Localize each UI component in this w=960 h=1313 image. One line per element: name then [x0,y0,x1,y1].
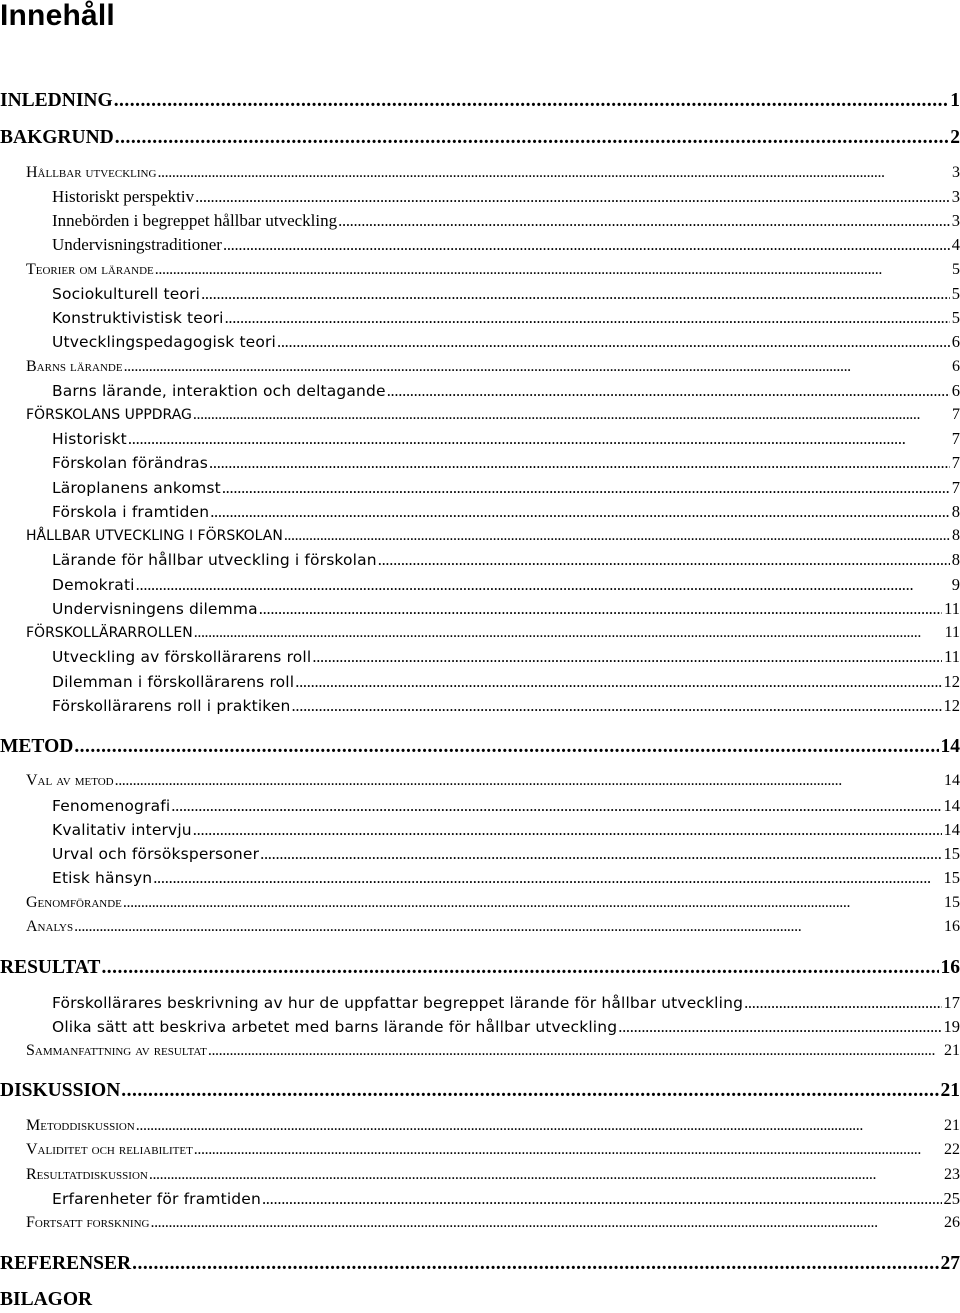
toc-entry-title: Undervisningens dilemma [52,598,258,620]
toc-entry[interactable] [26,916,960,938]
toc-entry-title: Teorier om lärande [26,259,154,281]
toc-page-number: 5 [952,259,960,281]
toc-entry-title: Utveckling av förskollärarens roll [52,646,311,668]
toc-entry-title: BILAGOR [0,1287,92,1313]
toc-entry[interactable] [52,671,960,693]
toc-entry-title: Demokrati [52,574,135,596]
toc-leader [744,992,941,1014]
toc-page-number: 8 [952,549,960,571]
toc-entry[interactable] [52,283,960,305]
toc-entry-title: Hållbar utveckling [26,162,156,184]
toc-page-number: 3 [952,210,960,232]
toc-leader [338,210,950,232]
toc-entry[interactable] [0,1078,960,1104]
toc-page-number: 6 [952,331,960,353]
toc-entry[interactable] [52,819,960,841]
toc-entry-title: Sammanfattning av resultat [26,1040,207,1062]
toc-leader [128,428,950,450]
toc-entry[interactable] [52,574,960,596]
toc-entry[interactable] [26,1139,960,1161]
toc-entry-title: Urval och försökspersoner [52,843,259,865]
toc-entry[interactable] [52,1188,960,1210]
toc-entry[interactable] [26,770,960,792]
toc-page-number: 14 [944,770,960,792]
toc-page-number: 21 [941,1078,960,1104]
toc-entry[interactable] [52,695,960,717]
toc-page-number: 3 [952,162,960,184]
toc-entry[interactable] [52,501,960,523]
toc-leader [312,646,942,668]
toc-entry-title: REFERENSER [0,1251,131,1277]
toc-entry-title: Erfarenheter för framtiden [52,1188,261,1210]
toc-entry[interactable] [26,1164,960,1186]
toc-page-number: 17 [944,992,960,1014]
toc-entry-title: Förskola i framtiden [52,501,209,523]
toc-entry[interactable] [0,125,960,151]
toc-entry[interactable] [52,186,960,208]
toc-entry-title: Barns lärande, interaktion och deltagande [52,380,386,402]
toc-leader [260,843,941,865]
toc-page-number: 5 [952,307,960,329]
toc-leader [115,770,942,792]
toc-page-number: 7 [952,428,960,450]
toc-leader [101,955,938,981]
toc-leader [194,622,943,644]
toc-entry[interactable] [52,477,960,499]
toc-page-number: 15 [944,892,960,914]
toc-entry[interactable] [52,452,960,474]
toc-entry[interactable] [26,1212,960,1234]
toc-entry[interactable] [26,1115,960,1137]
toc-page-number: 11 [944,646,960,668]
toc-leader [277,331,950,353]
toc-page-number: 23 [944,1164,960,1186]
toc-leader [136,1115,942,1137]
toc-page-number: 14 [944,819,960,841]
toc-entry[interactable] [52,843,960,865]
toc-entry[interactable] [26,404,960,426]
toc-entry[interactable] [52,210,960,232]
toc-page-number: 21 [944,1115,960,1137]
toc-leader [132,1251,938,1277]
toc-leader [121,1078,938,1104]
toc-page-number: 3 [952,186,960,208]
toc-entry[interactable] [52,428,960,450]
toc-leader [210,501,950,523]
toc-entry-title: Kvalitativ intervju [52,819,192,841]
toc-leader [292,695,942,717]
toc-entry[interactable] [26,1040,960,1062]
toc-entry-title: Analys [26,916,73,938]
toc-entry[interactable] [52,598,960,620]
toc-entry-title: Innebörden i begreppet hållbar utveckling [52,210,337,232]
toc-entry-title: Historiskt [52,428,127,450]
toc-entry-title: Förskollärares beskrivning av hur de uppfattar begreppet lärande för hållbar utveckling [52,992,743,1014]
toc-page-number: 8 [952,501,960,523]
toc-entry-title: RESULTAT [0,955,100,981]
toc-entry[interactable] [52,795,960,817]
toc-leader [194,1139,942,1161]
toc-leader [149,1164,942,1186]
toc-entry-title: Utvecklingspedagogisk teori [52,331,276,353]
toc-page-number: 9 [952,574,960,596]
toc-entry[interactable] [26,162,960,184]
toc-entry[interactable] [52,646,960,668]
toc-entry-title: Metoddiskussion [26,1115,135,1137]
toc-entry[interactable] [52,331,960,353]
toc-entry[interactable] [26,356,960,378]
toc-leader [259,598,942,620]
toc-leader [157,162,950,184]
toc-page-number: 8 [952,525,960,547]
toc-entry-title: INLEDNING [0,88,113,114]
toc-entry[interactable] [52,307,960,329]
toc-entry-title: Läroplanens ankomst [52,477,221,499]
toc-entry[interactable] [0,734,960,760]
toc-leader [284,525,950,547]
toc-page-number: 11 [944,598,960,620]
toc-entry[interactable] [0,1287,92,1313]
toc-page-number: 2 [950,125,960,151]
toc-page-number: 16 [941,955,960,981]
toc-leader [378,549,950,571]
toc-leader [223,234,950,256]
toc-page-number: 7 [952,404,960,426]
toc-leader [262,1188,942,1210]
toc-entry[interactable] [0,955,960,981]
toc-page-number: 11 [945,622,960,644]
toc-entry[interactable] [52,549,960,571]
toc-entry-title: FÖRSKOLLÄRARROLLEN [26,622,193,644]
toc-entry[interactable] [26,259,960,281]
toc-leader [225,307,950,329]
toc-leader [74,734,938,760]
toc-entry-title: Etisk hänsyn [52,867,152,889]
toc-leader [115,125,948,151]
toc-page-number: 7 [952,452,960,474]
toc-entry-title: Val av metod [26,770,114,792]
toc-leader [209,452,950,474]
toc-leader [193,819,942,841]
toc-entry-title: DISKUSSION [0,1078,120,1104]
toc-entry-title: Fenomenografi [52,795,170,817]
toc-entry-title: Olika sätt att beskriva arbetet med barns lärande för hållbar utveckling [52,1016,617,1038]
toc-entry-title: FÖRSKOLANS UPPDRAG [26,404,192,426]
toc-entry[interactable] [52,1016,960,1038]
toc-leader [136,574,950,596]
toc-page-number: 6 [952,356,960,378]
toc-leader [153,867,941,889]
toc-entry-title: Konstruktivistisk teori [52,307,224,329]
toc-leader [208,1040,942,1062]
toc-page-number: 1 [950,88,960,114]
toc-entry-title: Förskolan förändras [52,452,208,474]
toc-entry[interactable] [0,1251,960,1277]
toc-leader [171,795,941,817]
toc-page-number: 22 [944,1139,960,1161]
toc-entry-title: Fortsatt forskning [26,1212,149,1234]
toc-page-number: 19 [944,1016,960,1038]
toc-entry-title: Sociokulturell teori [52,283,200,305]
toc-page-number: 5 [952,283,960,305]
toc-leader [155,259,950,281]
toc-leader [193,404,950,426]
toc-entry-title: Barns lärande [26,356,123,378]
toc-entry-title: BAKGRUND [0,125,114,151]
toc-entry[interactable] [26,892,960,914]
toc-page-number: 14 [944,795,960,817]
toc-entry[interactable] [26,525,960,547]
toc-leader [123,892,942,914]
toc-page-number: 21 [944,1040,960,1062]
toc-page-number: 12 [944,695,960,717]
toc-leader [201,283,950,305]
toc-entry[interactable] [0,88,960,114]
toc-entry-title: HÅLLBAR UTVECKLING I FÖRSKOLAN [26,525,283,547]
toc-entry-title: Resultatdiskussion [26,1164,148,1186]
toc-entry-title: Dilemman i förskollärarens roll [52,671,294,693]
toc-entry[interactable] [26,622,960,644]
toc-page-number: 12 [944,671,960,693]
toc-page-number: 16 [944,916,960,938]
toc-page-number: 7 [952,477,960,499]
toc-page-number: 4 [952,234,960,256]
toc-page-number: 26 [944,1212,960,1234]
toc-entry-title: Undervisningstraditioner [52,234,222,256]
toc-entry-title: Validitet och reliabilitet [26,1139,193,1161]
toc-leader [74,916,942,938]
toc-leader [222,477,950,499]
toc-entry[interactable] [52,380,960,402]
toc-leader [124,356,950,378]
toc-entry[interactable] [52,867,960,889]
toc-leader [387,380,950,402]
toc-leader [295,671,941,693]
toc-page-number: 15 [944,843,960,865]
toc-page-number: 6 [952,380,960,402]
toc-leader [114,88,949,114]
toc-page-number: 25 [944,1188,960,1210]
toc-entry-title: Historiskt perspektiv [52,186,194,208]
toc-entry-title: Lärande för hållbar utveckling i förskolan [52,549,377,571]
toc-entry[interactable] [52,234,960,256]
toc-entry-title: Förskollärarens roll i praktiken [52,695,291,717]
toc-entry[interactable] [52,992,960,1014]
toc-page-number: 14 [941,734,960,760]
toc-entry-title: METOD [0,734,73,760]
toc-leader [195,186,950,208]
toc-page-number: 27 [941,1251,960,1277]
toc-page-number: 15 [944,867,960,889]
page-title: Innehåll [0,0,115,36]
toc-entry-title: Genomförande [26,892,122,914]
toc-leader [150,1212,942,1234]
toc-leader [618,1016,941,1038]
